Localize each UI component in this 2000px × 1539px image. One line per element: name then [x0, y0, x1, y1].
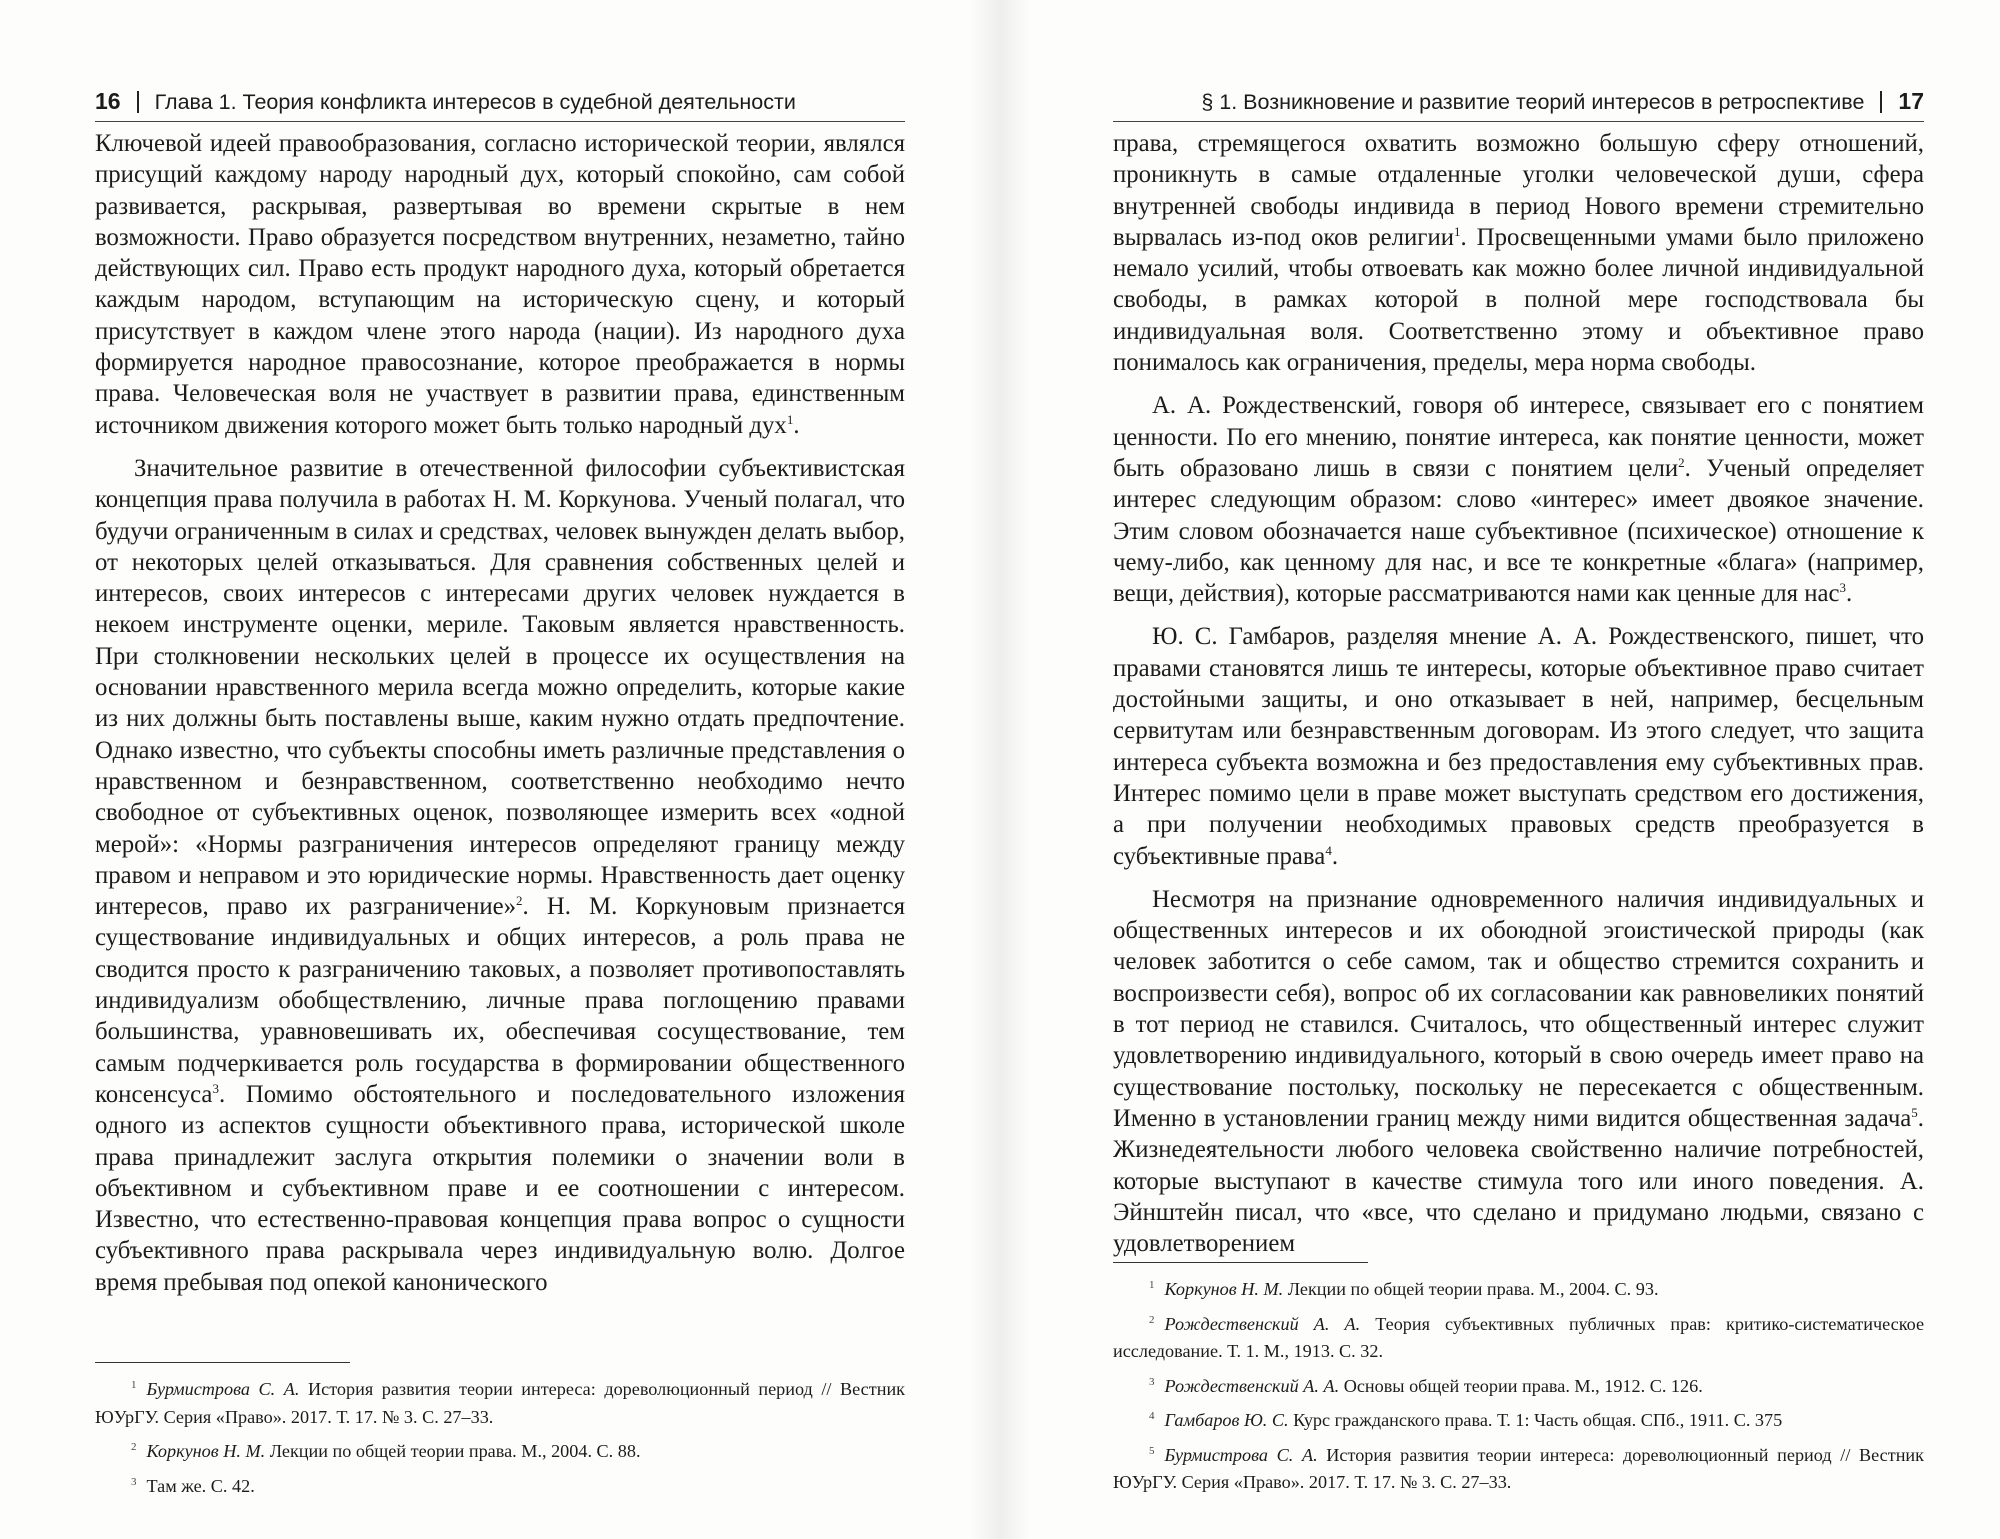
footnote-rule	[1113, 1262, 1368, 1263]
footnote-ref[interactable]: 2	[516, 893, 523, 909]
paragraph: Ключевой идеей правообразования, согласно исторической теории, являлся присущий каждому народу народный дух, который спокойно, сам собой развивается, раскрывая, развертывая во времени скрытые в нем возможности. Право образуется посредством внутренних, незаметно, тайно действующих сил. Право есть продукт народного духа, который обретается каждым народом, вступающим на историческую сцену, и который присутствует в каждом члене этого народа (нации). Из народного духа формируется народное правосознание, которое преображается в нормы права. Человеческая воля не участвует в развитии права, единственным источником движения которого может быть только народный дух$^1$.	[95, 130, 905, 439]
left-body-text	[95, 128, 905, 1310]
header-divider	[1880, 91, 1882, 113]
right-running-head	[1113, 88, 1924, 122]
footnote: $^2$ Коркунов Н. М. Лекции по общей теории права. М., 2004. С. 88.	[131, 1441, 641, 1461]
footnote-ref[interactable]: 5	[1911, 1104, 1918, 1120]
right-page	[1113, 0, 1924, 1539]
paragraph: Значительное развитие в отечественной философии субъективистская концепция права получила в работах Н. М. Коркунова. Ученый полагал, что будучи ограниченным в силах и средствах, человек вынужден делать выбор, от некоторых целей отказываться. Для сравнения собственных целей и интересов, своих интересов с интересами других человек нуждается в некоем инструменте оценки, мериле. Таковым является нравственность. При столкновении нескольких целей в процессе их осуществления на основании нравственного мерила всегда можно определить, которые какие из них должны быть поставлены выше, каким нужно отдать предпочтение. Однако известно, что субъекты способны иметь различные представления о нравственном и безнравственном, соответственно необходимо нечто свободное от субъективных оценок, позволяющее измерить всех «одной мерой»: «Нормы разграничения интересов определяют границу между правом и неправом и это юридические нормы. Нравственность дает оценку интересов, право их разграничение»$^2$. Н. М. Коркуновым признается существование индивидуальных и общих интересов, а роль права не сводится просто к разграничению таковых, а позволяет противопоставлять индивидуализм обобществлению, личные права поглощению правами большинства, уравновешивать их, обеспечивая сосуществование, тем самым подчеркивается роль государства в формировании общественного консенсуса$^3$. Помимо обстоятельного и последовательного изложения одного из аспектов сущности объективного права, исторической школе права принадлежит заслуга открытия полемики о значении воли в объективном и субъективном праве и ее соотношении с интересом. Известно, что естественно-правовая концепция права вопрос о сущности субъективного права раскрывала через индивидуальную волю. Долгое время пребывая под опекой канонического	[95, 454, 905, 1296]
right-body-text	[1113, 128, 1924, 1271]
header-divider	[137, 91, 139, 113]
footnote-ref[interactable]: 1	[1453, 223, 1461, 239]
left-page-number: 16	[95, 88, 121, 114]
left-running-head	[95, 88, 905, 122]
header-rule	[95, 121, 905, 122]
footnote: $^1$ Бурмистрова С. А. История развития теории интереса: дореволюционный период // Вестник ЮУрГУ. Серия «Право». 2017. Т. 17. № 3. С. 27–33.	[95, 1379, 906, 1427]
right-footnotes	[1113, 1272, 1924, 1500]
right-page-number: 17	[1898, 88, 1924, 114]
right-section-title: § 1. Возникновение и развитие теорий интересов в ретроспективе	[1201, 90, 1865, 114]
paragraph: Несмотря на признание одновременного наличия индивидуальных и общественных интересов и их обоюдной эгоистической природы (как человек заботится о себе самом, так и общество стремится сохранить и воспроизвести себя), вопрос об их согласовании как равновеликих понятий в тот период не ставился. Считалось, что общественный интерес служит удовлетворению индивидуального, который в свою очередь имеет право на существование постольку, поскольку не пересекается с общественным. Именно в установлении границ между ними видится общественная задача$^5$. Жизнедеятельности любого человека свойственно наличие потребностей, которые выступают в качестве стимула того или иного поведения. А. Эйнштейн писал, что «все, что сделано и придумано людьми, связано с удовлетворением	[1113, 885, 1924, 1258]
footnote: $^4$ Гамбаров Ю. С. Курс гражданского права. Т. 1: Часть общая. СПб., 1911. С. 375	[1149, 1410, 1783, 1430]
left-page	[95, 0, 905, 1539]
left-chapter-title: Глава 1. Теория конфликта интересов в судебной деятельности	[154, 90, 796, 114]
footnote: $^1$ Коркунов Н. М. Лекции по общей теории права. М., 2004. С. 93.	[1149, 1279, 1659, 1299]
header-rule	[1113, 121, 1924, 122]
footnote-ref[interactable]: 2	[1678, 454, 1685, 470]
paragraph: А. А. Рождественский, говоря об интересе, связывает его с понятием ценности. По его мнению, понятие интереса, как понятие ценности, может быть образовано лишь в связи с понятием цели$^2$. Ученый определяет интерес следующим образом: слово «интерес» имеет двоякое значение. Этим словом обозначается наше субъективное (психическое) отношение к чему-либо, как ценному для нас, и все те конкретные «блага» (например, вещи, действия), которые рассматриваются нами как ценные для нас$^3$.	[1113, 392, 1925, 608]
paragraph: права, стремящегося охватить возможно большую сферу отношений, проникнуть в самые отдаленные уголки человеческой души, сфера внутренней свободы индивида в период Нового времени стремительно вырвалась из-под оков религии$^1$. Просвещенными умами было приложено немало усилий, чтобы отвоевать как можно более личной индивидуальной свободы, в рамках которой в полной мере господствовала бы индивидуальная воля. Соответственно этому и объективное право понималось как ограничения, пределы, мера норма свободы.	[1113, 130, 1924, 377]
footnote: $^3$ Рождественский А. А. Основы общей теории права. М., 1912. С. 126.	[1149, 1375, 1703, 1396]
left-footnotes	[95, 1372, 905, 1503]
footnote-rule	[95, 1362, 350, 1363]
footnote-ref[interactable]: 3	[212, 1080, 219, 1096]
footnote: $^5$ Бурмистрова С. А. История развития теории интереса: дореволюционный период // Вестник ЮУрГУ. Серия «Право». 2017. Т. 17. № 3. С. 27–33.	[1113, 1444, 1925, 1492]
paragraph: Ю. С. Гамбаров, разделяя мнение А. А. Рождественского, пишет, что правами становятся лишь те интересы, которые объективное право считает достойными защиты, и оно отказывает в ней, например, бесцельным сервитутам или безнравственным договорам. Из этого следует, что защита интереса субъекта возможна и без предоставления ему субъективных прав. Интерес помимо цели в праве может выступать средством его достижения, а при получении необходимых правовых средств преобразуется в субъективные права$^4$.	[1113, 623, 1924, 870]
footnote-ref[interactable]: 3	[1839, 580, 1847, 596]
footnote: $^3$ Там же. С. 42.	[131, 1475, 255, 1496]
footnote: $^2$ Рождественский А. А. Теория субъективных публичных прав: критико-систематическое исследование. Т. 1. М., 1913. С. 32.	[1113, 1313, 1925, 1361]
footnote-ref[interactable]: 4	[1325, 842, 1332, 858]
book-spine	[970, 0, 1030, 1539]
footnote-ref[interactable]: 1	[786, 411, 794, 427]
